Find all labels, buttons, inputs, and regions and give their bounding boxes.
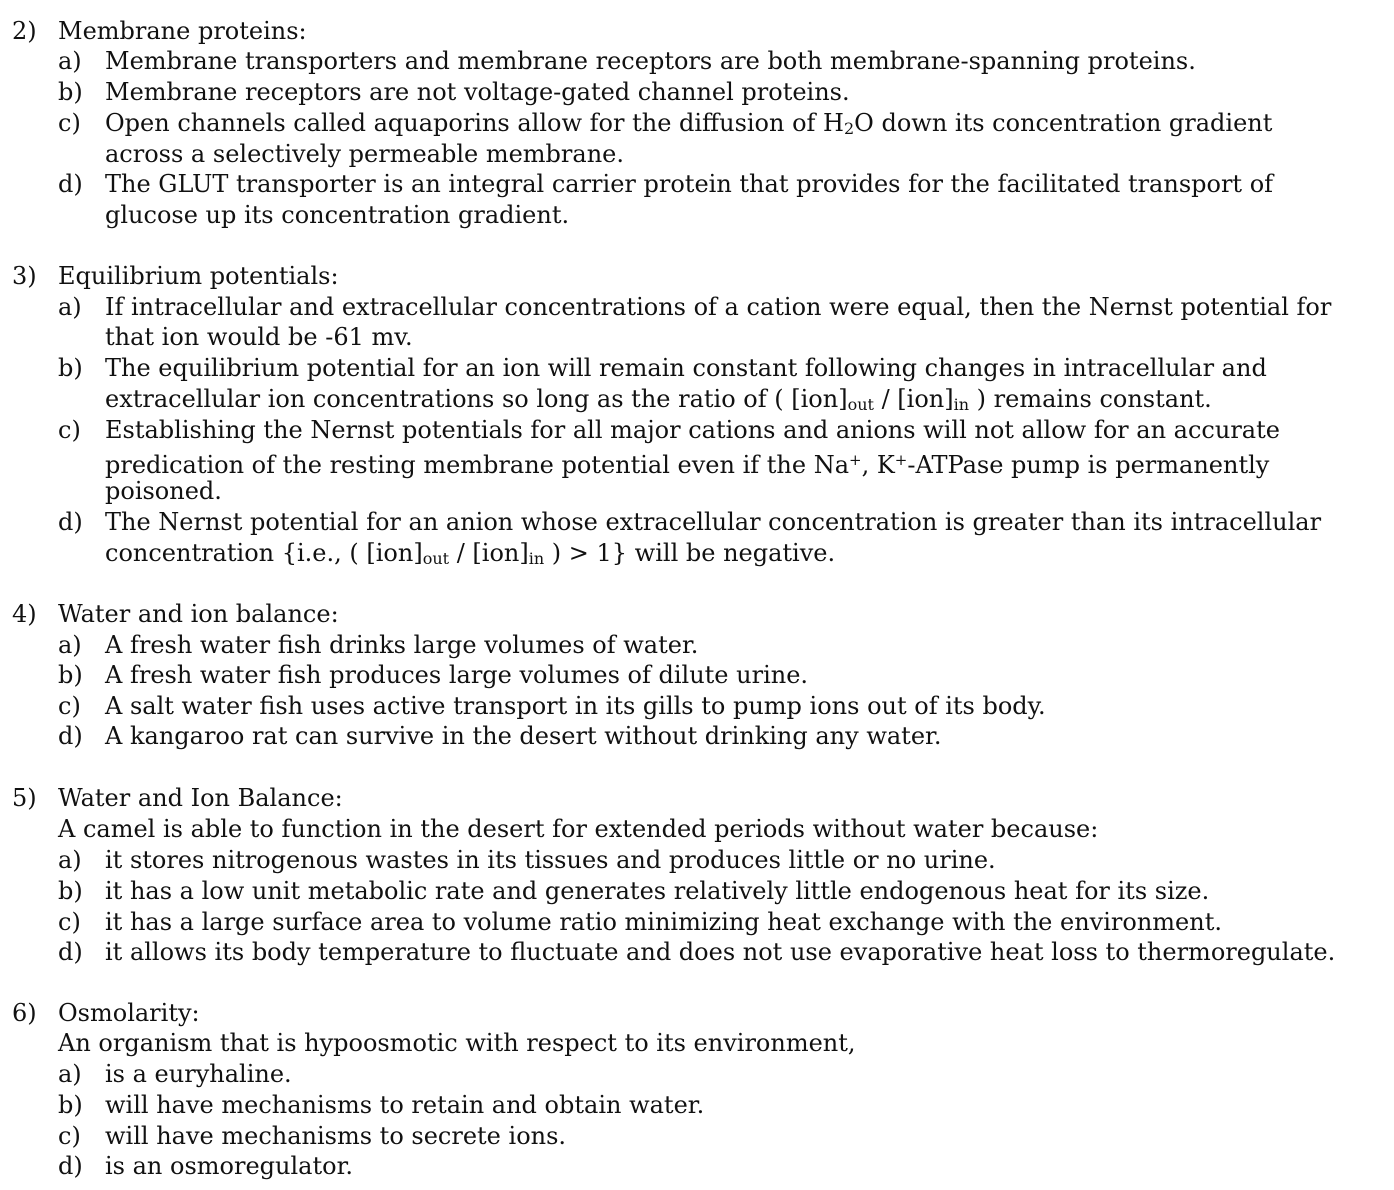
option-text: Membrane receptors are not voltage-gated channel proteins. — [105, 78, 850, 106]
option-letter: c) — [58, 416, 81, 444]
question-stem: An organism that is hypoosmotic with respect to its environment, — [58, 1029, 856, 1057]
option-text: Open channels called aquaporins allow for the diffusion of H2O down its concentration gradient — [105, 109, 1273, 138]
option-text: Establishing the Nernst potentials for all major cations and anions will not allow for an accurate — [105, 416, 1280, 444]
option-text: it stores nitrogenous wastes in its tissues and produces little or no urine. — [105, 846, 996, 874]
option-text: A fresh water fish produces large volumes of dilute urine. — [105, 661, 809, 689]
option-text: that ion would be -61 mv. — [105, 323, 413, 351]
option-letter: b) — [58, 354, 83, 382]
option-text: extracellular ion concentrations so long as the ratio of ( [ion]out / [ion]in ) remains constant. — [105, 385, 1212, 414]
option-text: The equilibrium potential for an ion will remain constant following changes in intracellular and — [105, 354, 1267, 382]
question-number: 5) — [12, 784, 37, 812]
option-text: it has a large surface area to volume ratio minimizing heat exchange with the environment. — [105, 908, 1222, 936]
option-letter: d) — [58, 508, 83, 536]
option-letter: d) — [58, 722, 83, 750]
option-text: Membrane transporters and membrane receptors are both membrane-spanning proteins. — [105, 47, 1196, 75]
option-text: it allows its body temperature to fluctuate and does not use evaporative heat loss to thermoregulate. — [105, 938, 1336, 966]
question-number: 6) — [12, 999, 37, 1027]
question-title: Water and Ion Balance: — [58, 784, 343, 812]
option-text: across a selectively permeable membrane. — [105, 140, 624, 168]
option-letter: c) — [58, 908, 81, 936]
option-text: poisoned. — [105, 477, 222, 505]
option-letter: c) — [58, 692, 81, 720]
option-letter: d) — [58, 1152, 83, 1180]
question-number: 4) — [12, 600, 37, 628]
option-text: concentration {i.e., ( [ion]out / [ion]in ) > 1} will be negative. — [105, 539, 836, 568]
option-text: will have mechanisms to retain and obtain water. — [105, 1091, 705, 1119]
option-letter: d) — [58, 938, 83, 966]
option-text: The Nernst potential for an anion whose extracellular concentration is greater than its intracellular — [105, 508, 1322, 536]
question-number: 2) — [12, 17, 37, 45]
option-letter: a) — [58, 293, 82, 321]
option-text: is a euryhaline. — [105, 1060, 292, 1088]
option-text: is an osmoregulator. — [105, 1152, 354, 1180]
question-title: Equilibrium potentials: — [58, 262, 339, 290]
option-letter: b) — [58, 1091, 83, 1119]
option-letter: b) — [58, 661, 83, 689]
option-letter: a) — [58, 631, 82, 659]
question-title: Membrane proteins: — [58, 17, 307, 45]
option-letter: d) — [58, 170, 83, 198]
question-title: Water and ion balance: — [58, 600, 339, 628]
option-text: predication of the resting membrane potential even if the Na+, K+-ATPase pump is permanently — [105, 451, 1270, 479]
option-letter: c) — [58, 109, 81, 137]
option-text: glucose up its concentration gradient. — [105, 201, 570, 229]
option-text: A salt water fish uses active transport in its gills to pump ions out of its body. — [105, 692, 1046, 720]
option-text: A fresh water fish drinks large volumes of water. — [105, 631, 699, 659]
question-title: Osmolarity: — [58, 999, 200, 1027]
option-letter: c) — [58, 1122, 81, 1150]
question-number: 3) — [12, 262, 37, 290]
option-letter: a) — [58, 846, 82, 874]
option-text: If intracellular and extracellular concentrations of a cation were equal, then the Nernst potential for — [105, 293, 1332, 321]
option-text: will have mechanisms to secrete ions. — [105, 1122, 567, 1150]
option-letter: b) — [58, 877, 83, 905]
option-text: A kangaroo rat can survive in the desert without drinking any water. — [105, 722, 942, 750]
option-letter: b) — [58, 78, 83, 106]
question-stem: A camel is able to function in the desert for extended periods without water because: — [58, 815, 1099, 843]
option-text: The GLUT transporter is an integral carrier protein that provides for the facilitated transport of — [105, 170, 1274, 198]
option-letter: a) — [58, 47, 82, 75]
option-letter: a) — [58, 1060, 82, 1088]
option-text: it has a low unit metabolic rate and generates relatively little endogenous heat for its size. — [105, 877, 1210, 905]
